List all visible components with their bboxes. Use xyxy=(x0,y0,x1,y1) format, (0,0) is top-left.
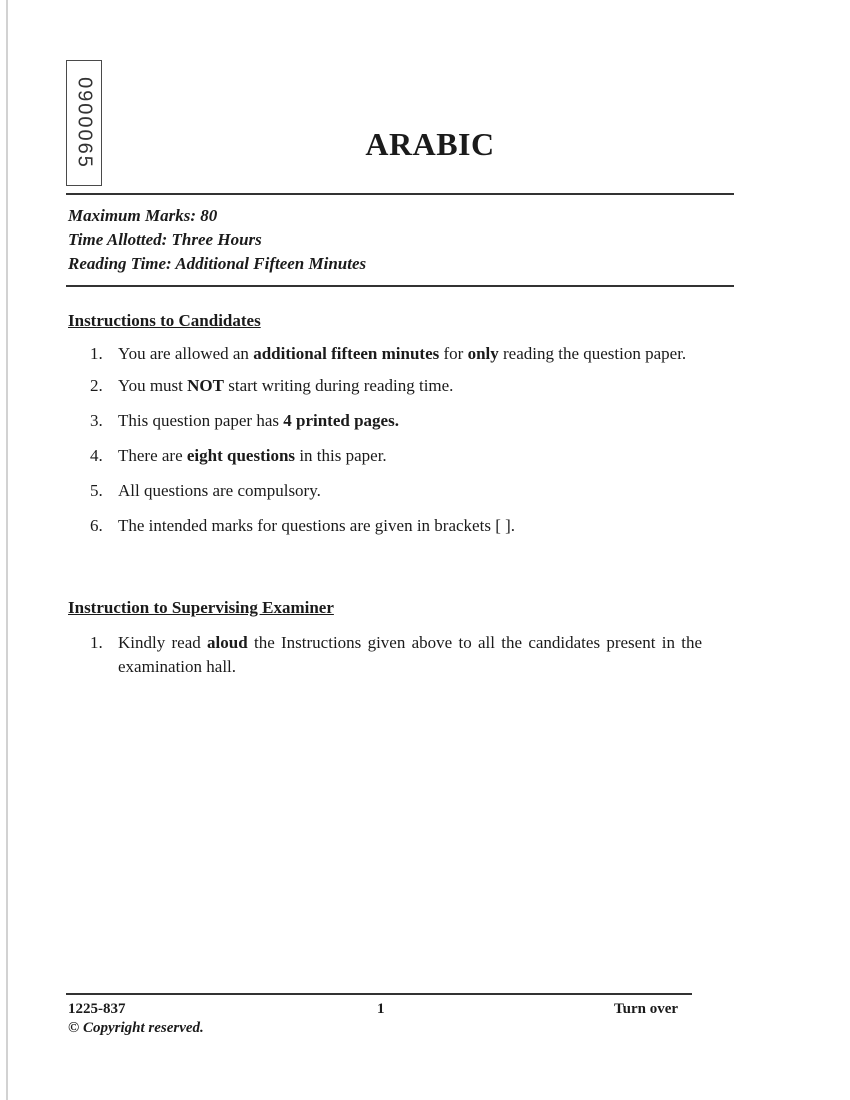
meta-rule xyxy=(66,285,734,287)
max-marks: Maximum Marks: 80 xyxy=(68,206,218,225)
serial-number: 0900065 xyxy=(73,77,96,169)
list-item: 4. There are eight questions in this paper. xyxy=(90,446,387,465)
examiner-instructions xyxy=(90,631,702,679)
footer-rule xyxy=(66,993,692,995)
turn-over-label: Turn over xyxy=(614,1001,679,1017)
list-item: 5. All questions are compulsory. xyxy=(90,481,321,500)
page-title: ARABIC xyxy=(365,126,495,162)
scan-edge xyxy=(6,0,8,1100)
list-item: 2. You must NOT start writing during reading time. xyxy=(90,376,454,395)
paper-code: 1225-837 xyxy=(68,1001,126,1017)
list-item: 6. The intended marks for questions are given in brackets [ ]. xyxy=(90,516,516,535)
candidate-instructions xyxy=(90,342,702,536)
page-number: 1 xyxy=(377,1001,385,1017)
list-item: 3. This question paper has 4 printed pages. xyxy=(90,411,399,430)
list-item: 1. You are allowed an additional fifteen minutes for only reading the question paper. xyxy=(90,344,687,363)
list-item: 1. Kindly read aloud the Instructions given above to all the candidates present in the examination hall. xyxy=(90,633,702,676)
time-allotted: Time Allotted: Three Hours xyxy=(68,230,262,249)
exam-meta xyxy=(68,204,366,276)
reading-time: Reading Time: Additional Fifteen Minutes xyxy=(68,254,367,273)
serial-stamp xyxy=(66,60,102,186)
top-rule xyxy=(66,193,734,195)
examiner-heading: Instruction to Supervising Examiner xyxy=(68,598,334,617)
candidates-heading: Instructions to Candidates xyxy=(68,311,261,330)
copyright-notice: © Copyright reserved. xyxy=(68,1020,204,1036)
